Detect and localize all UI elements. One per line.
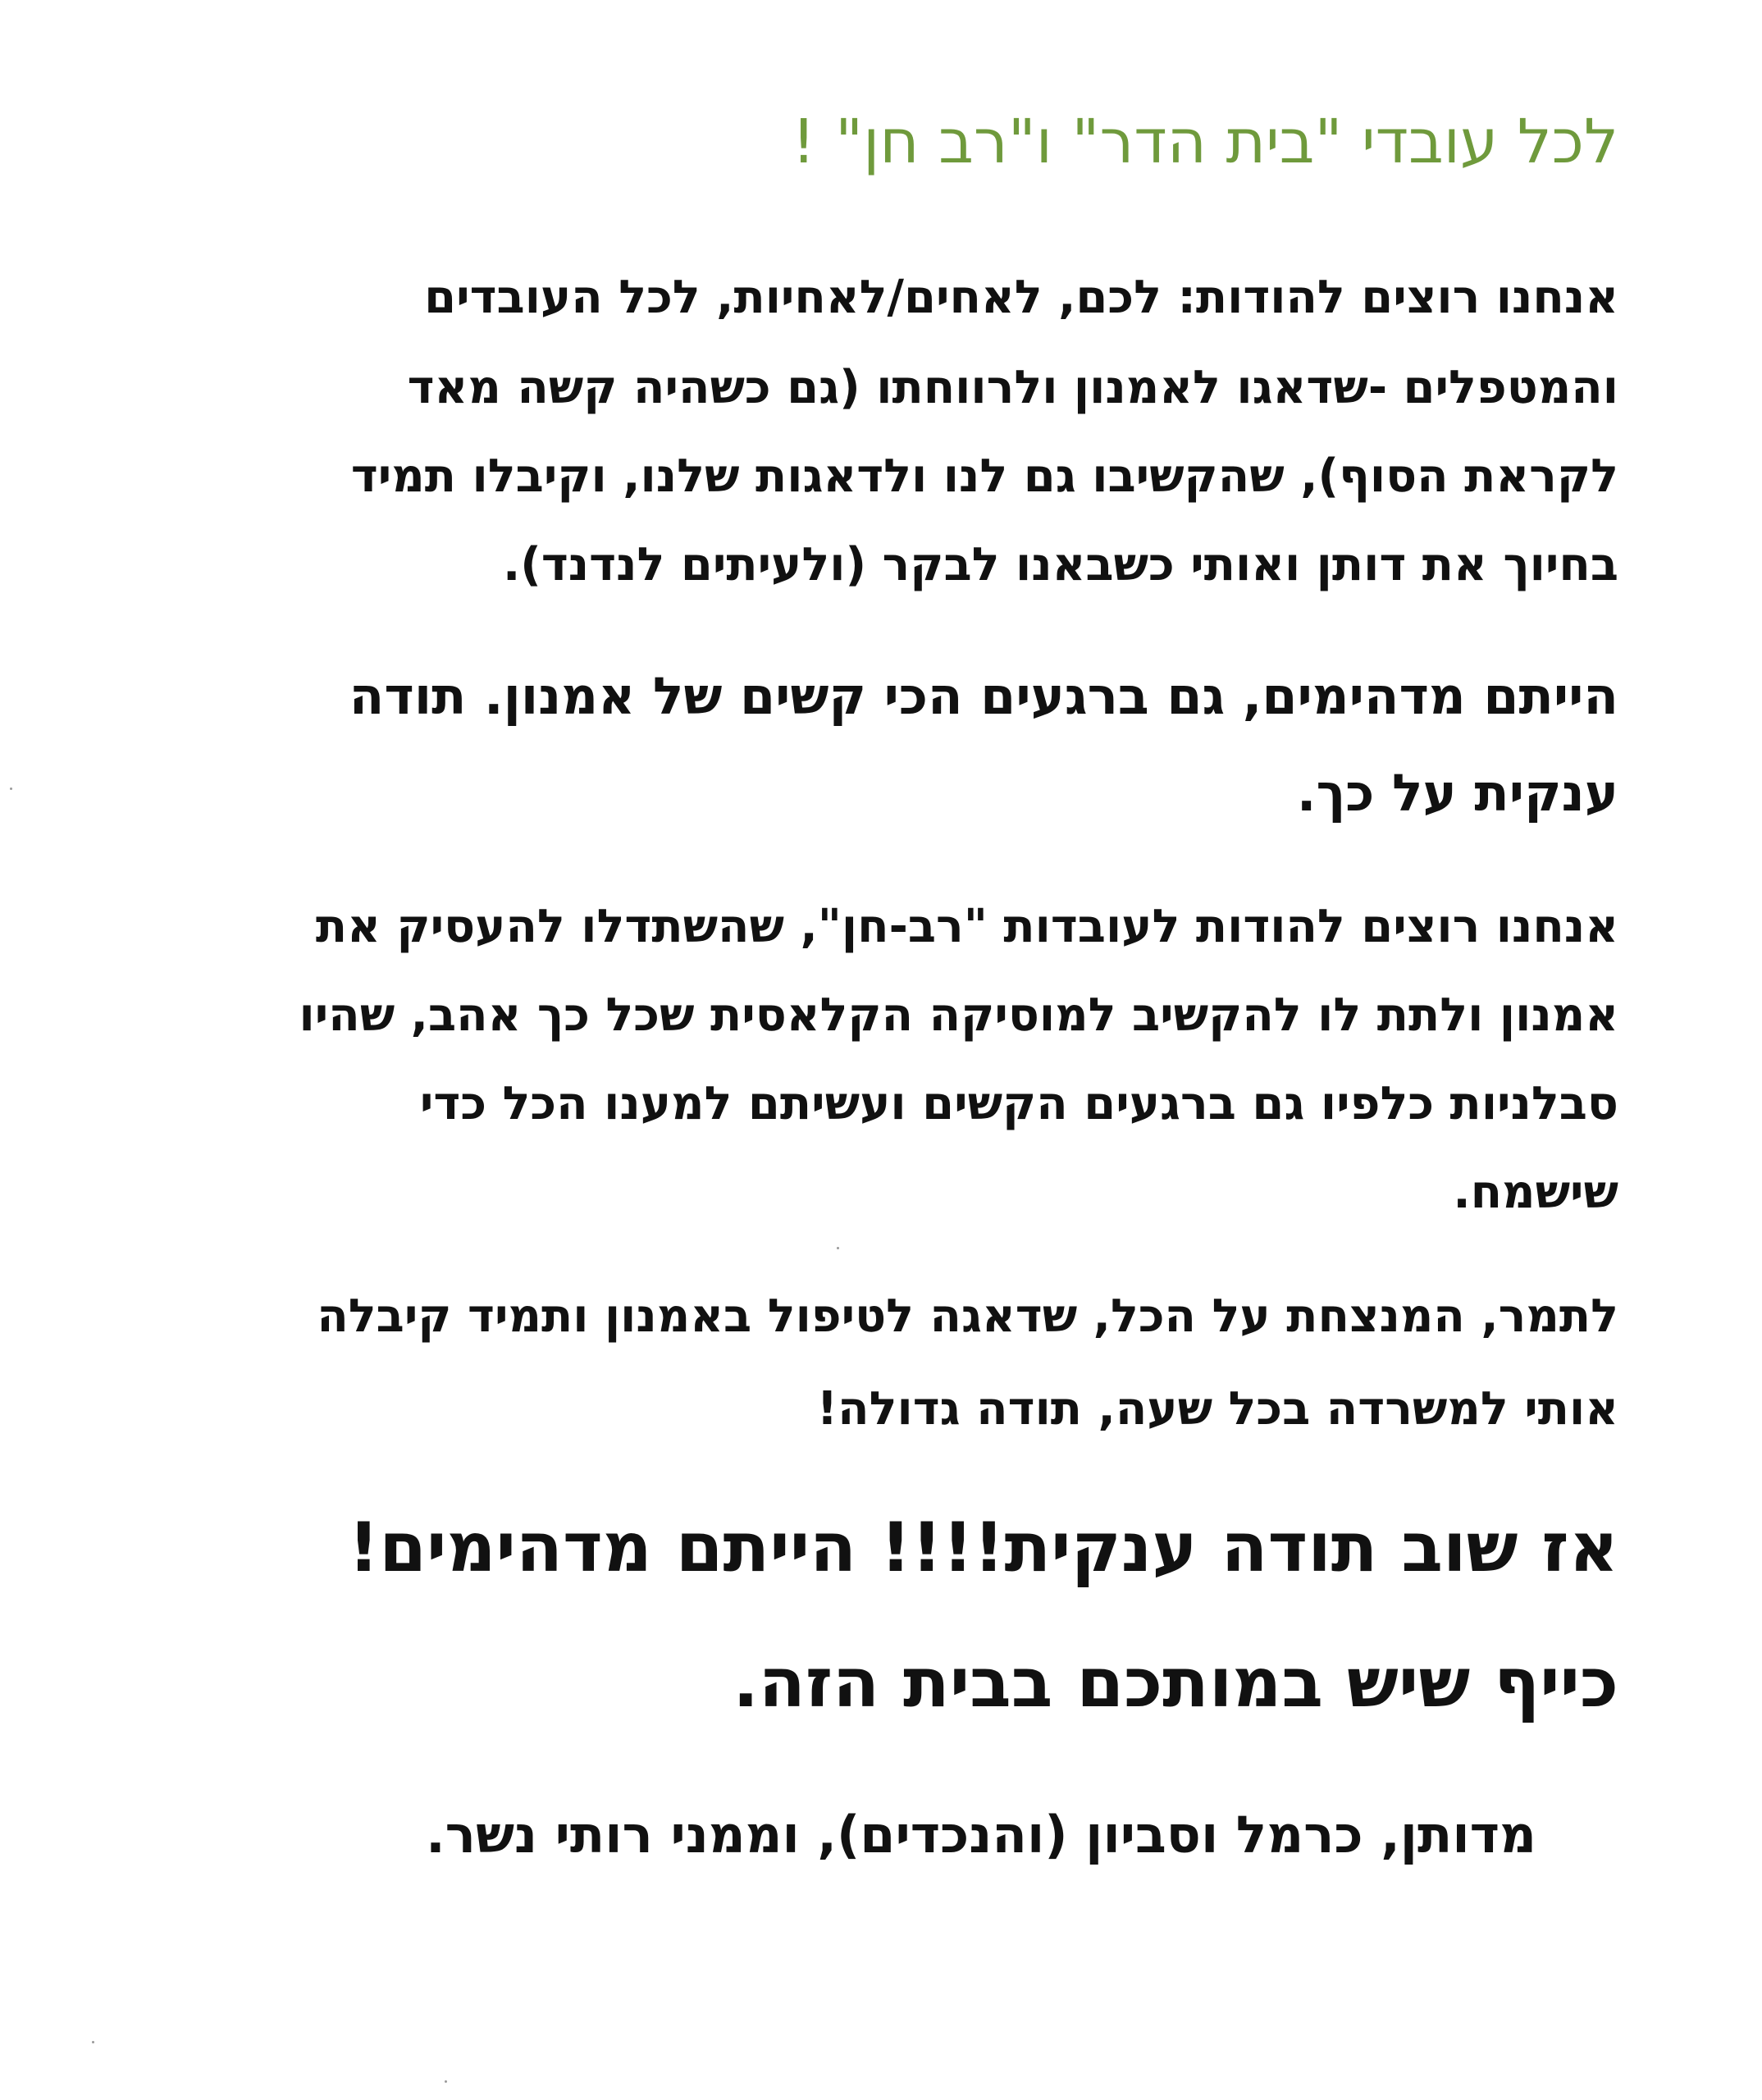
paragraph-line: והמטפלים -שדאגו לאמנון ולרווחתו (גם כשהיה קשה מאד <box>407 361 1618 414</box>
paragraph-line: אנחנו רוצים להודות לעובדות "רב-חן", שהשתדלו להעסיק את <box>315 900 1618 953</box>
paragraph-line: לתמר, המנצחת על הכל, שדאגה לטיפול באמנון ותמיד קיבלה <box>317 1290 1618 1343</box>
scan-speck <box>10 788 12 790</box>
scan-speck <box>445 2080 447 2083</box>
closing-line: אז שוב תודה ענקית!!!! הייתם מדהימים! <box>348 1508 1618 1587</box>
closing-line: כייף שיש במותכם בבית הזה. <box>733 1643 1618 1723</box>
scan-speck <box>837 1247 839 1249</box>
paragraph-line: ענקית על כך. <box>1296 763 1618 823</box>
paragraph-line: אמנון ולתת לו להקשיב למוסיקה הקלאסית שכל כך אהב, שהיו <box>299 988 1618 1042</box>
scan-speck <box>92 2041 94 2043</box>
paragraph-line: לקראת הסוף), שהקשיבו גם לנו ולדאגות שלנו, וקיבלו תמיד <box>350 450 1618 503</box>
paragraph-line: בחיוך את דותן ואותי כשבאנו לבקר (ולעיתים לנדנד). <box>503 538 1618 591</box>
paragraph-line: שישמח. <box>1453 1166 1618 1219</box>
letter-title: לכל עובדי "בית הדר" ו"רב חן" ! <box>791 107 1618 177</box>
paragraph-line: אותי למשרדה בכל שעה, תודה גדולה! <box>816 1382 1618 1436</box>
paragraph-line: הייתם מדהימים, גם ברגעים הכי קשים של אמנון. תודה <box>349 666 1618 726</box>
paragraph-line: סבלניות כלפיו גם ברגעים הקשים ועשיתם למענו הכל כדי <box>419 1077 1618 1130</box>
paragraph-line: אנחנו רוצים להודות: לכם, לאחים/לאחיות, לכל העובדים <box>424 271 1618 324</box>
signature: מדותן, כרמל וסביון (והנכדים), וממני רותי נשר. <box>426 1805 1536 1865</box>
